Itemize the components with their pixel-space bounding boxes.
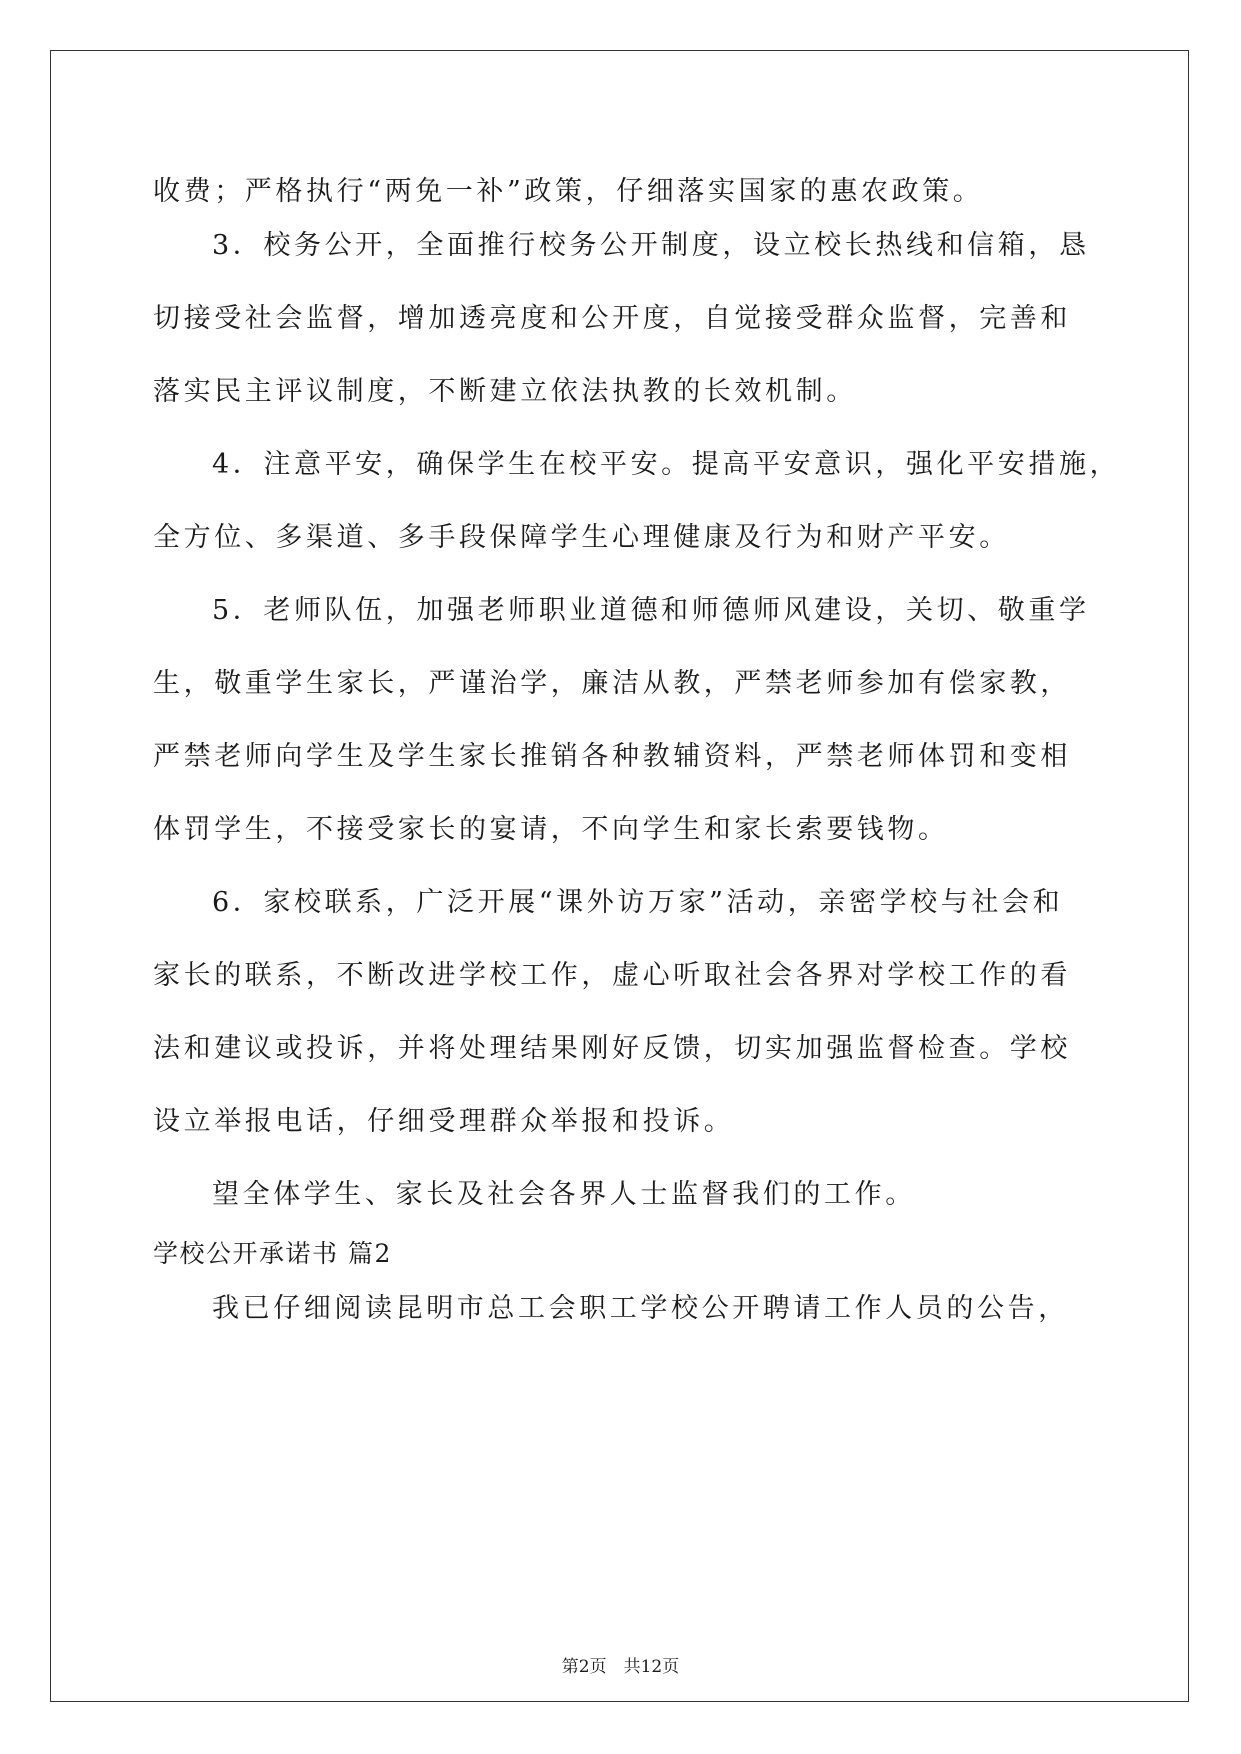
text-line: 法和建议或投诉，并将处理结果刚好反馈，切实加强监督检查。学校 bbox=[153, 1033, 1071, 1064]
text-line: 体罚学生，不接受家长的宴请，不向学生和家长索要钱物。 bbox=[153, 814, 949, 845]
text-line: 切接受社会监督，增加透亮度和公开度，自觉接受群众监督，完善和 bbox=[153, 303, 1071, 334]
text-line: 3．校务公开，全面推行校务公开制度，设立校长热线和信箱，恳 bbox=[212, 230, 1090, 261]
text-line: 6．家校联系，广泛开展“课外访万家”活动，亲密学校与社会和 bbox=[212, 887, 1064, 918]
text-line: 生，敬重学生家长，严谨治学，廉洁从教，严禁老师参加有偿家教， bbox=[153, 668, 1071, 699]
text-line: 望全体学生、家长及社会各界人士监督我们的工作。 bbox=[212, 1179, 916, 1210]
text-line: 家长的联系，不断改进学校工作，虚心听取社会各界对学校工作的看 bbox=[153, 960, 1071, 991]
page-number-footer: 第2页 共12页 bbox=[561, 1657, 680, 1677]
text-line: 落实民主评议制度，不断建立依法执教的长效机制。 bbox=[153, 376, 857, 407]
text-line: 5．老师队伍，加强老师职业道德和师德师风建设，关切、敬重学 bbox=[212, 595, 1090, 626]
text-line: 设立举报电话，仔细受理群众举报和投诉。 bbox=[153, 1106, 735, 1137]
text-line: 我已仔细阅读昆明市总工会职工学校公开聘请工作人员的公告， bbox=[212, 1293, 1069, 1324]
text-line: 全方位、多渠道、多手段保障学生心理健康及行为和财产平安。 bbox=[153, 522, 1010, 553]
section-heading: 学校公开承诺书 篇2 bbox=[153, 1239, 392, 1268]
page-border bbox=[50, 50, 1189, 1702]
text-line: 严禁老师向学生及学生家长推销各种教辅资料，严禁老师体罚和变相 bbox=[153, 741, 1071, 772]
text-line: 收费；严格执行“两免一补”政策，仔细落实国家的惠农政策。 bbox=[153, 176, 984, 207]
text-line: 4．注意平安，确保学生在校平安。提高平安意识，强化平安措施， bbox=[212, 449, 1121, 480]
